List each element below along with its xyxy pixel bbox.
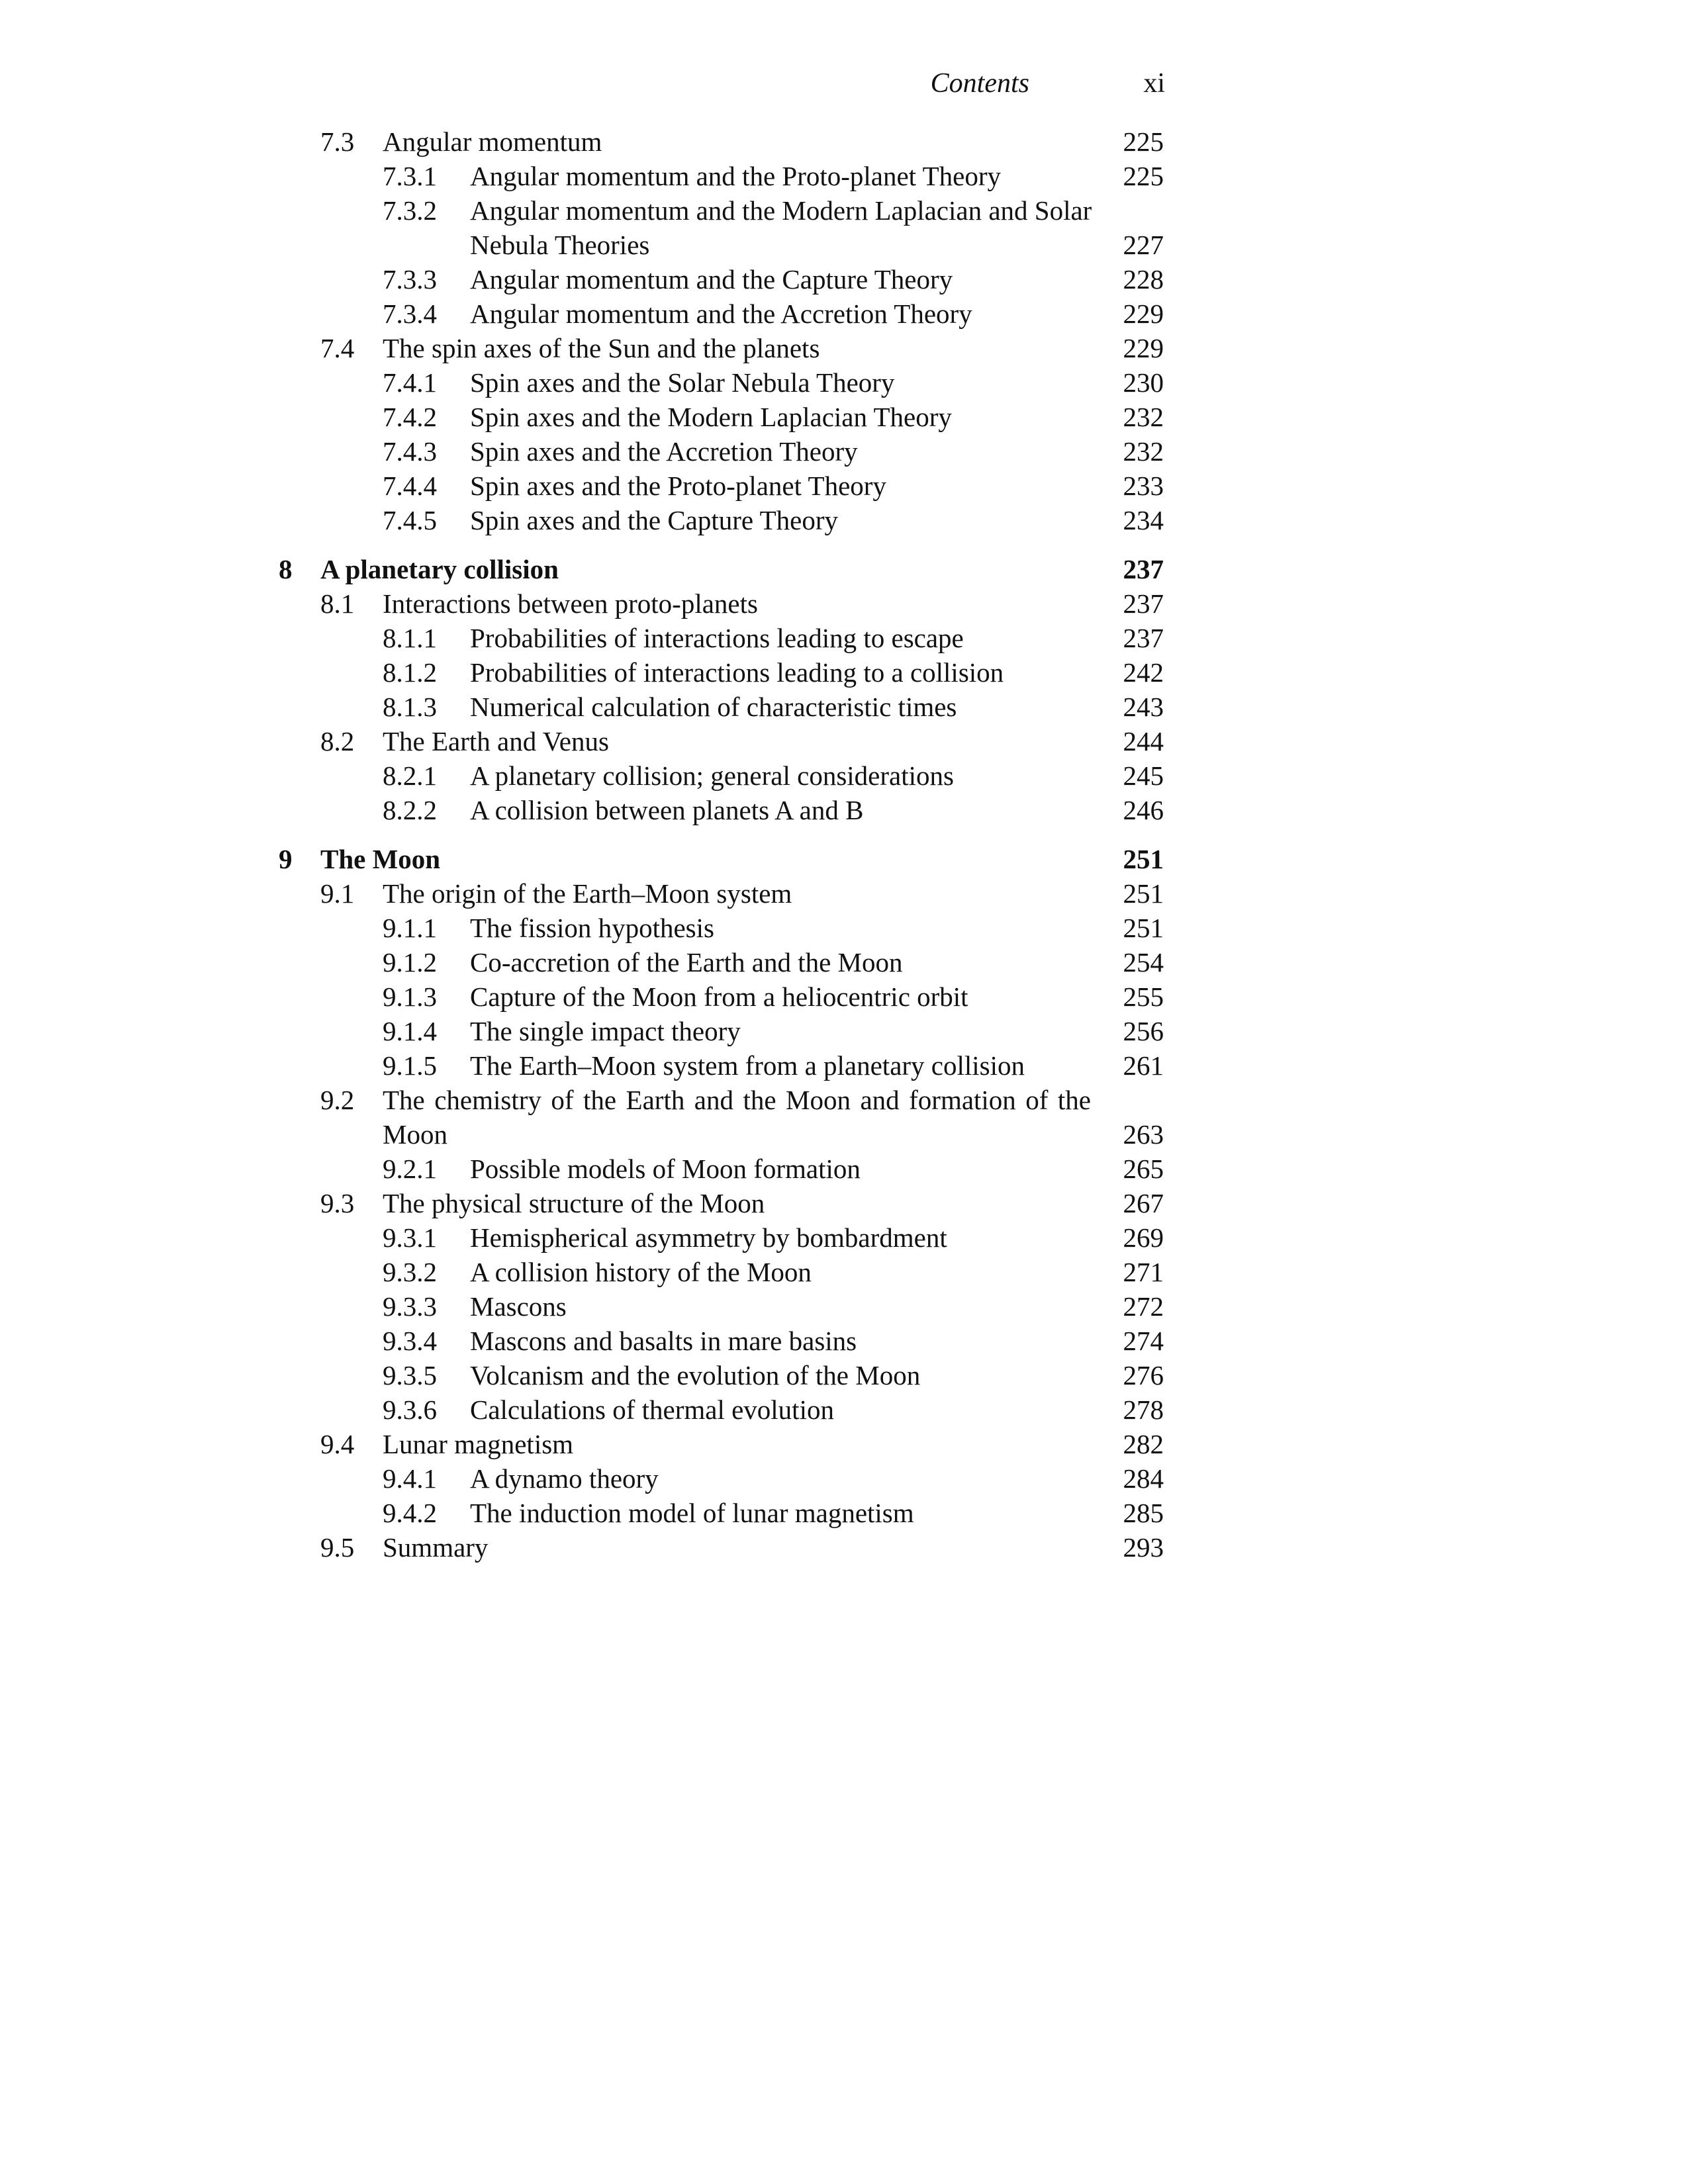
toc-entry-number: 8.1.3 xyxy=(383,692,437,722)
toc-section-entry[interactable] xyxy=(0,586,1688,621)
toc-entry-page: 233 xyxy=(1123,471,1164,501)
toc-entry-title: A collision between planets A and B xyxy=(470,795,864,825)
toc-entry-page: 237 xyxy=(1123,554,1164,584)
toc-entry-page-column xyxy=(0,124,1164,159)
toc-entry-title: The Earth and Venus xyxy=(383,726,609,756)
toc-section-entry[interactable] xyxy=(0,331,1688,365)
toc-entry-page: 232 xyxy=(1123,402,1164,432)
toc-entry-title: Probabilities of interactions leading to a collision xyxy=(470,657,1004,688)
toc-entry-page-column xyxy=(0,469,1164,503)
toc-subsection-entry[interactable] xyxy=(0,1048,1688,1083)
toc-entry-title: Angular momentum and the Proto-planet Theory xyxy=(470,161,1001,191)
toc-entry-page: 271 xyxy=(1123,1257,1164,1287)
toc-entry-page: 269 xyxy=(1123,1222,1164,1253)
toc-entry-number: 7.3.3 xyxy=(383,264,437,295)
toc-subsection-entry[interactable] xyxy=(0,296,1688,331)
toc-entry-page-column xyxy=(0,434,1164,469)
toc-entry-page: 246 xyxy=(1123,795,1164,825)
toc-entry-title: Interactions between proto-planets xyxy=(383,588,758,619)
toc-entry-number: 9.1.5 xyxy=(383,1050,437,1081)
toc-entry-title: A planetary collision xyxy=(320,554,559,584)
toc-entry-number: 7.4 xyxy=(320,333,355,363)
toc-entry-title: The origin of the Earth–Moon system xyxy=(383,878,792,909)
toc-entry-title: The physical structure of the Moon xyxy=(383,1188,765,1218)
toc-subsection-entry[interactable] xyxy=(0,979,1688,1014)
toc-subsection-entry[interactable] xyxy=(0,1255,1688,1289)
toc-entry-page: 244 xyxy=(1123,726,1164,756)
toc-entry-title: Spin axes and the Modern Laplacian Theory xyxy=(470,402,952,432)
toc-entry-number: 8.2.1 xyxy=(383,760,437,791)
toc-entry-page: 227 xyxy=(1123,230,1164,260)
toc-entry-page: 278 xyxy=(1123,1394,1164,1425)
toc-entry-page: 284 xyxy=(1123,1463,1164,1494)
toc-entry-page-column xyxy=(0,911,1164,945)
toc-entry-page: 230 xyxy=(1123,367,1164,398)
toc-entry-page-column xyxy=(0,876,1164,911)
toc-subsection-entry[interactable] xyxy=(0,365,1688,400)
toc-entry-number: 9.3.2 xyxy=(383,1257,437,1287)
toc-entry-page-column xyxy=(0,1289,1164,1324)
toc-subsection-entry[interactable] xyxy=(0,793,1688,827)
toc-subsection-entry[interactable] xyxy=(0,503,1688,537)
toc-entry-number: 9.1.2 xyxy=(383,947,437,978)
toc-subsection-entry[interactable] xyxy=(0,159,1688,193)
toc-entry-number: 9.3.1 xyxy=(383,1222,437,1253)
toc-subsection-entry[interactable] xyxy=(0,1392,1688,1427)
toc-entry-number: 7.3.1 xyxy=(383,161,437,191)
toc-entry-number: 8.1.2 xyxy=(383,657,437,688)
toc-entry-title: Hemispherical asymmetry by bombardment xyxy=(470,1222,947,1253)
toc-entry-number: 9.3.5 xyxy=(383,1360,437,1390)
toc-entry-number: 9.3.4 xyxy=(383,1326,437,1356)
toc-subsection-entry[interactable] xyxy=(0,621,1688,655)
toc-entry-title: Angular momentum xyxy=(383,126,602,157)
toc-entry-number: 9.3.3 xyxy=(383,1291,437,1322)
toc-entry-title: Probabilities of interactions leading to escape xyxy=(470,623,964,653)
running-title: Contents xyxy=(930,68,1029,99)
toc-entry-page-column xyxy=(0,1461,1164,1496)
toc-subsection-entry[interactable] xyxy=(0,1289,1688,1324)
running-header xyxy=(0,64,1165,103)
toc-entry-number: 9.3 xyxy=(320,1188,355,1218)
toc-entry-title: Mascons xyxy=(470,1291,567,1322)
toc-entry-page-column xyxy=(0,945,1164,979)
toc-subsection-entry[interactable] xyxy=(0,1358,1688,1392)
toc-entry-page: 225 xyxy=(1123,161,1164,191)
toc-entry-title: The chemistry of the Earth and the Moon and formation of the Moon xyxy=(383,1085,1091,1150)
toc-section-entry[interactable] xyxy=(0,1427,1688,1461)
toc-entry-page-column xyxy=(0,655,1164,690)
toc-entry-title: Angular momentum and the Modern Laplacian and Solar Nebula Theories xyxy=(470,195,1092,260)
toc-entry-page: 256 xyxy=(1123,1016,1164,1046)
toc-subsection-entry[interactable] xyxy=(0,758,1688,793)
toc-entry-page-column xyxy=(0,758,1164,793)
toc-entry-page-column xyxy=(0,262,1164,296)
toc-entry-number: 9.3.6 xyxy=(383,1394,437,1425)
toc-section-entry[interactable] xyxy=(0,876,1688,911)
toc-entry-page-column xyxy=(0,400,1164,434)
toc-chapter-entry[interactable] xyxy=(0,842,1688,876)
toc-entry-number: 9.5 xyxy=(320,1532,355,1563)
toc-entry-page: 234 xyxy=(1123,505,1164,535)
toc-entry-number: 9.4.2 xyxy=(383,1498,437,1528)
toc-entry-page: 228 xyxy=(1123,264,1164,295)
toc-section-entry[interactable] xyxy=(0,1530,1688,1565)
toc-entry-page-column xyxy=(0,365,1164,400)
table-of-contents xyxy=(0,124,1688,1565)
toc-entry-number: 9.4.1 xyxy=(383,1463,437,1494)
toc-entry-page-column xyxy=(0,1186,1164,1220)
toc-subsection-entry[interactable] xyxy=(0,469,1688,503)
toc-entry-number: 9 xyxy=(279,844,293,874)
toc-entry-number: 9.1.4 xyxy=(383,1016,437,1046)
toc-entry-title: Spin axes and the Proto-planet Theory xyxy=(470,471,886,501)
toc-entry-number: 8 xyxy=(279,554,293,584)
toc-entry-page: 251 xyxy=(1123,913,1164,943)
toc-entry-page-column xyxy=(0,1392,1164,1427)
toc-entry-page-column xyxy=(0,842,1164,876)
toc-entry-page: 274 xyxy=(1123,1326,1164,1356)
toc-entry-number: 7.4.3 xyxy=(383,436,437,467)
toc-entry-title: A dynamo theory xyxy=(470,1463,659,1494)
toc-chapter-entry[interactable] xyxy=(0,552,1688,586)
toc-entry-page-column xyxy=(0,793,1164,827)
toc-entry-number: 7.3 xyxy=(320,126,355,157)
toc-entry-page-column xyxy=(0,503,1164,537)
page-number: xi xyxy=(1143,68,1165,99)
toc-entry-page-column xyxy=(0,1083,1164,1152)
toc-subsection-entry[interactable] xyxy=(0,193,1688,262)
toc-subsection-entry[interactable] xyxy=(0,911,1688,945)
toc-entry-page: 237 xyxy=(1123,588,1164,619)
toc-entry-page: 267 xyxy=(1123,1188,1164,1218)
toc-entry-title: Spin axes and the Capture Theory xyxy=(470,505,839,535)
toc-entry-number: 8.2.2 xyxy=(383,795,437,825)
toc-entry-title: The fission hypothesis xyxy=(470,913,714,943)
toc-subsection-entry[interactable] xyxy=(0,690,1688,724)
toc-entry-title: Volcanism and the evolution of the Moon xyxy=(470,1360,921,1390)
toc-entry-number: 7.4.5 xyxy=(383,505,437,535)
toc-entry-page-column xyxy=(0,979,1164,1014)
toc-entry-page-column xyxy=(0,724,1164,758)
toc-entry-number: 8.1 xyxy=(320,588,355,619)
toc-entry-page: 251 xyxy=(1123,844,1164,874)
toc-section-entry[interactable] xyxy=(0,124,1688,159)
toc-entry-page: 282 xyxy=(1123,1429,1164,1459)
toc-entry-title: A planetary collision; general considerations xyxy=(470,760,954,791)
toc-entry-page: 285 xyxy=(1123,1498,1164,1528)
toc-entry-page: 263 xyxy=(1123,1119,1164,1150)
toc-subsection-entry[interactable] xyxy=(0,1461,1688,1496)
toc-section-entry[interactable] xyxy=(0,1083,1688,1152)
toc-entry-title: The spin axes of the Sun and the planets xyxy=(383,333,820,363)
toc-entry-page: 254 xyxy=(1123,947,1164,978)
toc-entry-number: 9.1.1 xyxy=(383,913,437,943)
toc-entry-number: 9.1.3 xyxy=(383,981,437,1012)
toc-entry-title: Angular momentum and the Capture Theory xyxy=(470,264,953,295)
toc-entry-page: 232 xyxy=(1123,436,1164,467)
toc-subsection-entry[interactable] xyxy=(0,945,1688,979)
toc-entry-number: 7.4.2 xyxy=(383,402,437,432)
toc-entry-number: 8.2 xyxy=(320,726,355,756)
toc-entry-page: 225 xyxy=(1123,126,1164,157)
toc-entry-number: 9.4 xyxy=(320,1429,355,1459)
toc-entry-number: 7.4.1 xyxy=(383,367,437,398)
toc-entry-number: 7.3.2 xyxy=(383,195,437,226)
toc-entry-page-column xyxy=(0,1220,1164,1255)
toc-entry-number: 8.1.1 xyxy=(383,623,437,653)
toc-entry-page-column xyxy=(0,586,1164,621)
toc-entry-page: 229 xyxy=(1123,333,1164,363)
toc-entry-page-column xyxy=(0,193,1164,262)
toc-entry-page: 243 xyxy=(1123,692,1164,722)
toc-entry-page-column xyxy=(0,690,1164,724)
toc-entry-page: 245 xyxy=(1123,760,1164,791)
toc-entry-title: Capture of the Moon from a heliocentric orbit xyxy=(470,981,968,1012)
toc-entry-page: 242 xyxy=(1123,657,1164,688)
toc-entry-title: The Earth–Moon system from a planetary collision xyxy=(470,1050,1025,1081)
toc-entry-title: Summary xyxy=(383,1532,489,1563)
toc-entry-title: Co-accretion of the Earth and the Moon xyxy=(470,947,903,978)
toc-entry-number: 9.2.1 xyxy=(383,1154,437,1184)
toc-entry-title: Numerical calculation of characteristic times xyxy=(470,692,957,722)
toc-subsection-entry[interactable] xyxy=(0,1220,1688,1255)
toc-entry-number: 9.2 xyxy=(320,1085,355,1115)
toc-entry-page: 272 xyxy=(1123,1291,1164,1322)
toc-entry-title: Possible models of Moon formation xyxy=(470,1154,861,1184)
toc-entry-page: 237 xyxy=(1123,623,1164,653)
toc-entry-page: 293 xyxy=(1123,1532,1164,1563)
toc-subsection-entry[interactable] xyxy=(0,1496,1688,1530)
toc-subsection-entry[interactable] xyxy=(0,434,1688,469)
toc-entry-page: 261 xyxy=(1123,1050,1164,1081)
toc-entry-page-column xyxy=(0,1496,1164,1530)
toc-entry-page-column xyxy=(0,1255,1164,1289)
toc-entry-page-column xyxy=(0,331,1164,365)
toc-subsection-entry[interactable] xyxy=(0,262,1688,296)
toc-entry-page-column xyxy=(0,1530,1164,1565)
toc-entry-page: 265 xyxy=(1123,1154,1164,1184)
toc-entry-page-column xyxy=(0,1152,1164,1186)
toc-entry-page: 229 xyxy=(1123,298,1164,329)
toc-entry-title: Lunar magnetism xyxy=(383,1429,574,1459)
toc-entry-page: 276 xyxy=(1123,1360,1164,1390)
toc-subsection-entry[interactable] xyxy=(0,400,1688,434)
toc-entry-page-column xyxy=(0,1427,1164,1461)
toc-entry-page-column xyxy=(0,1324,1164,1358)
toc-entry-number: 9.1 xyxy=(320,878,355,909)
toc-entry-title: Calculations of thermal evolution xyxy=(470,1394,834,1425)
toc-entry-number: 7.4.4 xyxy=(383,471,437,501)
toc-subsection-entry[interactable] xyxy=(0,655,1688,690)
toc-entry-title: Spin axes and the Solar Nebula Theory xyxy=(470,367,895,398)
toc-entry-page-column xyxy=(0,159,1164,193)
toc-entry-title: A collision history of the Moon xyxy=(470,1257,812,1287)
toc-entry-number: 7.3.4 xyxy=(383,298,437,329)
toc-entry-page-column xyxy=(0,296,1164,331)
toc-subsection-entry[interactable] xyxy=(0,1324,1688,1358)
toc-entry-page-column xyxy=(0,1014,1164,1048)
toc-entry-title: The induction model of lunar magnetism xyxy=(470,1498,914,1528)
toc-section-entry[interactable] xyxy=(0,724,1688,758)
toc-entry-page: 251 xyxy=(1123,878,1164,909)
toc-entry-page-column xyxy=(0,621,1164,655)
toc-entry-page-column xyxy=(0,552,1164,586)
toc-entry-title: Spin axes and the Accretion Theory xyxy=(470,436,858,467)
toc-subsection-entry[interactable] xyxy=(0,1152,1688,1186)
toc-entry-title: The Moon xyxy=(320,844,441,874)
toc-entry-page-column xyxy=(0,1358,1164,1392)
toc-subsection-entry[interactable] xyxy=(0,1014,1688,1048)
toc-entry-title: Angular momentum and the Accretion Theory xyxy=(470,298,972,329)
toc-entry-title: The single impact theory xyxy=(470,1016,741,1046)
toc-entry-title: Mascons and basalts in mare basins xyxy=(470,1326,857,1356)
toc-entry-page-column xyxy=(0,1048,1164,1083)
toc-entry-page: 255 xyxy=(1123,981,1164,1012)
toc-section-entry[interactable] xyxy=(0,1186,1688,1220)
